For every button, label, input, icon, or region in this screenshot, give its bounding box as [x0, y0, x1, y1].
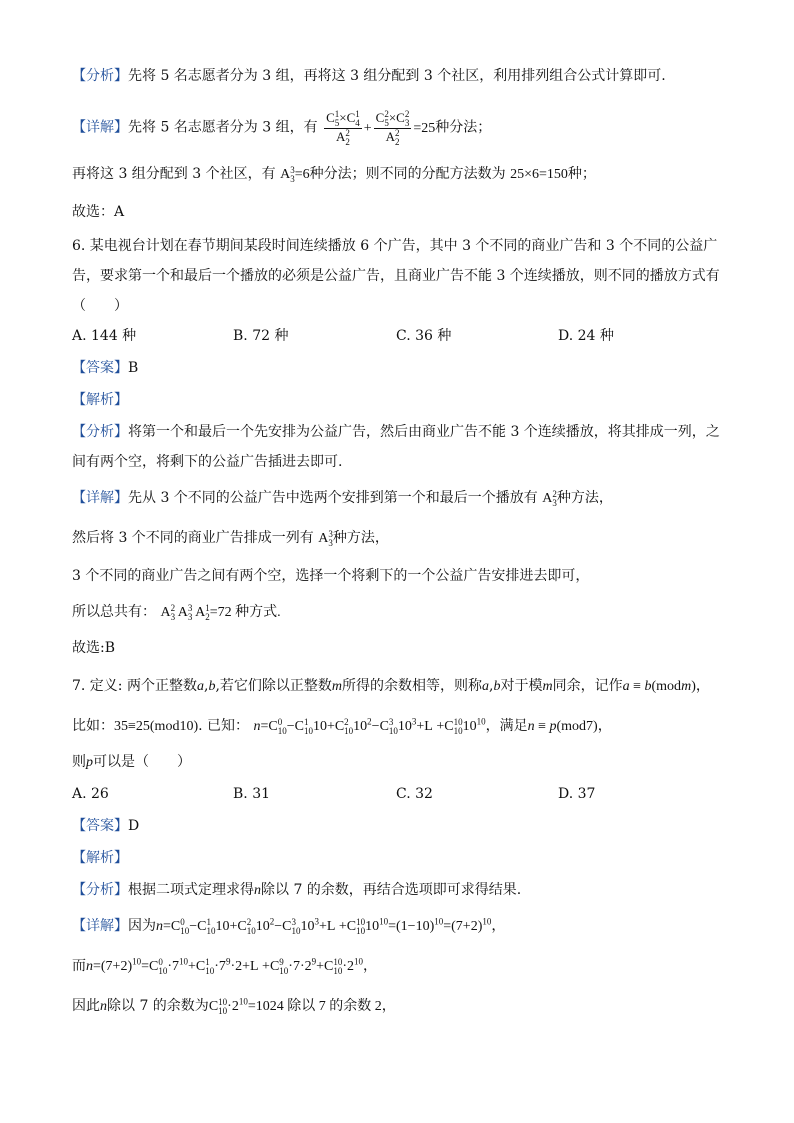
q6-detail-text2a: 然后将 3 个不同的商业广告排成一列有 [72, 530, 314, 546]
q6-detail-text1a: 先从 3 个不同的公益广告中选两个安排到第一个和最后一个播放有 [128, 490, 538, 506]
q5-fraction-expression: C 1 5 ×C 1 4 A 2 2 + C 2 5 ×C 2 3 A 2 2 =25 [326, 109, 436, 148]
q6-detail-text4b: =72 种方式. [209, 605, 281, 620]
analysis-tag: 【分析】 [72, 68, 128, 84]
q6-answer-line [72, 358, 138, 378]
q5-line2-text-b: 种分法；则不同的分配方法数为 [309, 166, 506, 182]
q7-text-2c: . 已知： [198, 718, 250, 734]
q7-detail-2a: 而 [72, 958, 86, 974]
q7-stem-line1: 7. 定义: 两个正整数a,b,若它们除以正整数m所得的余数相等，则称a,b对于模m同余，记作a ≡ b(modm)， [72, 678, 710, 694]
q6-stem-line3: （ ） [72, 298, 128, 314]
q7-stem-line3: 则p可以是（ ） [72, 754, 191, 770]
q6-stem-line2: 告，要求第一个和最后一个播放的必须是公益广告，且商业广告不能 3 个连续播放，则不同的播放方式有 [72, 268, 720, 284]
q7-answer-line [72, 816, 139, 836]
q6-analysis-line2: 间有两个空，将剩下的公益广告插进去即可. [72, 454, 343, 470]
q5-detail-line [72, 110, 491, 147]
answer-tag: 【答案】 [72, 818, 128, 834]
q7-text-2a: 比如： [72, 718, 114, 734]
q6-answer: B [128, 360, 139, 376]
q5-detail-text-b: 种分法； [435, 119, 492, 136]
q7-stem-line2: 比如：35≡25(mod10). 已知： n=C 0 10 −C 1 10 10+C 2 10 $10^2-C$ 3 10 $10^3+L +C$ 10 10 $10^{10}$，满足n ≡ p(mod7)， [72, 716, 612, 736]
detail-tag: 【详解】 [72, 119, 128, 136]
q7-detail-3a: 因此 [72, 998, 100, 1014]
q7-text-3a: 则 [72, 754, 86, 770]
q7-remainder-expr: C 10 10 $\cdot 2^{10}$ [208, 996, 248, 1016]
q7-text-1b: ,若它们除以正整数 [215, 678, 332, 694]
q5-result: 25 [421, 120, 436, 136]
q5-arrangement-expr: A 3 3 =6 [280, 164, 310, 184]
q7-text-1e: 同余，记作 [552, 678, 623, 694]
answer-tag: 【答案】 [72, 360, 128, 376]
detail-tag: 【详解】 [72, 918, 128, 934]
q7-text-1a: 7. 定义: 两个正整数 [72, 678, 197, 694]
q6-option-b: B. 72 种 [233, 328, 289, 344]
q7-text-1c: 所得的余数相等，则称 [342, 678, 483, 694]
q5-line2-expr: 25×6=150 [510, 167, 568, 182]
q7-option-c: C. 32 [396, 786, 433, 802]
q7-detail-1a: 因为 [128, 918, 156, 934]
q5-analysis-line [72, 66, 666, 86]
q7-explanation-tag [72, 848, 128, 868]
q6-analysis-text1: 将第一个和最后一个先安排为公益广告，然后由商业广告不能 3 个连续播放，将其排成一列，之 [128, 424, 720, 440]
q6-option-c: C. 36 种 [396, 328, 452, 344]
q7-answer: D [128, 818, 140, 834]
q7-option-d: D. 37 [558, 786, 596, 802]
explanation-tag: 【解析】 [72, 392, 128, 408]
q6-option-d: D. 24 种 [558, 328, 614, 344]
q6-analysis-line1 [72, 422, 720, 442]
q6-detail-line4 [72, 602, 281, 623]
q6-option-a: A. 144 种 [72, 328, 137, 344]
q7-text-2d: ，满足 [485, 718, 528, 734]
q5-analysis-text: 先将 5 名志愿者分为 3 组，再将这 3 组分配到 3 个社区，利用排列组合公式计算即可. [128, 68, 666, 84]
q7-detail-3c: =1024 除以 7 的余数 2， [247, 999, 396, 1014]
q7-detail-3b: 除以 7 的余数为 [107, 998, 209, 1014]
q6-stem-line1: 6. 某电视台计划在春节期间某段时间连续播放 6 个广告，其中 3 个不同的商业广告和 3 个不同的公益广 [72, 238, 718, 254]
q7-detail-expression1: n=C 0 10 −C 1 10 10+C 2 10 $10^2-C$ 3 10 $10^3+L +C$ 10 10 $10^{10}=(1-10)^{10}=(7+2)^{10}$ [156, 916, 492, 936]
q5-line2-val: 6 [302, 167, 310, 182]
q7-detail-line1: 【详解】因为n=C 0 10 −C 1 10 10+C 2 10 $10^2-C$ 3 10 $10^3+L +C$ 10 10 $10^{10}=(1-10)^{10}=(7+2)^{10}$， [72, 916, 506, 936]
q7-option-a: A. 26 [72, 786, 109, 802]
q6-detail-line3: 3 个不同的商业广告之间有两个空，选择一个将剩下的一个公益广告安排进去即可， [72, 568, 590, 584]
q7-option-b: B. 31 [233, 786, 271, 802]
q7-detail-expression2: $n=(7+2)^{10}=C$ 0 10 $\cdot 7^{10}+C$ 1 10 $\cdot 7^9\cdot 2+L +C$ 9 10 $\cdot 7\cdot 2^9+C$ 10 10 $\cdot 2^{10}$ [86, 956, 364, 976]
q7-binomial-sum: n=C 0 10 −C 1 10 10+C 2 10 $10^2-C$ 3 10 $10^3+L +C$ 10 10 $10^{10}$ [253, 716, 486, 736]
q6-arrangement-a33: A 3 3 [318, 528, 333, 548]
q6-detail-line1 [72, 488, 613, 509]
q6-arrangement-a32: A 2 3 [542, 488, 557, 508]
q5-line2-text-c: 种； [567, 166, 596, 182]
q7-detail-line2: 而$n=(7+2)^{10}=C$ 0 10 $\cdot 7^{10}+C$ 1 10 $\cdot 7^9\cdot 2+L +C$ 9 10 $\cdot 7\cdot 2^9+C$ 10 10 $\cdot 2^{10}$， [72, 956, 378, 976]
explanation-tag: 【解析】 [72, 850, 128, 866]
analysis-tag: 【分析】 [72, 424, 128, 440]
q6-total-expression: A 2 3 A 3 3 A 1 2 [160, 602, 210, 622]
q5-line2-text-a: 再将这 3 组分配到 3 个社区，有 [72, 166, 276, 182]
q6-detail-text1b: 种方法， [556, 490, 613, 506]
q7-text-1d: 对于模 [500, 678, 543, 694]
q7-analysis-line: 【分析】根据二项式定理求得n除以 7 的余数，再结合选项即可求得结果. [72, 882, 522, 898]
q5-line2 [72, 164, 596, 185]
q5-choice: 故选：A [72, 204, 125, 220]
q6-explanation-tag [72, 390, 128, 410]
q6-detail-text2b: 种方法， [332, 530, 389, 546]
q7-analysis-b: 除以 7 的余数，再结合选项即可求得结果. [261, 882, 522, 898]
q7-text-3b: 可以是（ ） [93, 754, 191, 770]
q5-detail-text-a: 先将 5 名志愿者分为 3 组，有 [128, 119, 318, 136]
analysis-tag: 【分析】 [72, 882, 128, 898]
q6-detail-text4a: 所以总共有： [72, 604, 156, 620]
q7-analysis-a: 根据二项式定理求得 [128, 882, 254, 898]
detail-tag: 【详解】 [72, 490, 128, 506]
q7-detail-line3: 因此n除以 7 的余数为C 10 10 $\cdot 2^{10}=1024$ 除以 7 的余数 2， [72, 996, 396, 1016]
q7-example: 35≡25(mod10) [114, 719, 199, 734]
q6-detail-line2 [72, 528, 389, 549]
q6-choice: 故选:B [72, 640, 116, 656]
